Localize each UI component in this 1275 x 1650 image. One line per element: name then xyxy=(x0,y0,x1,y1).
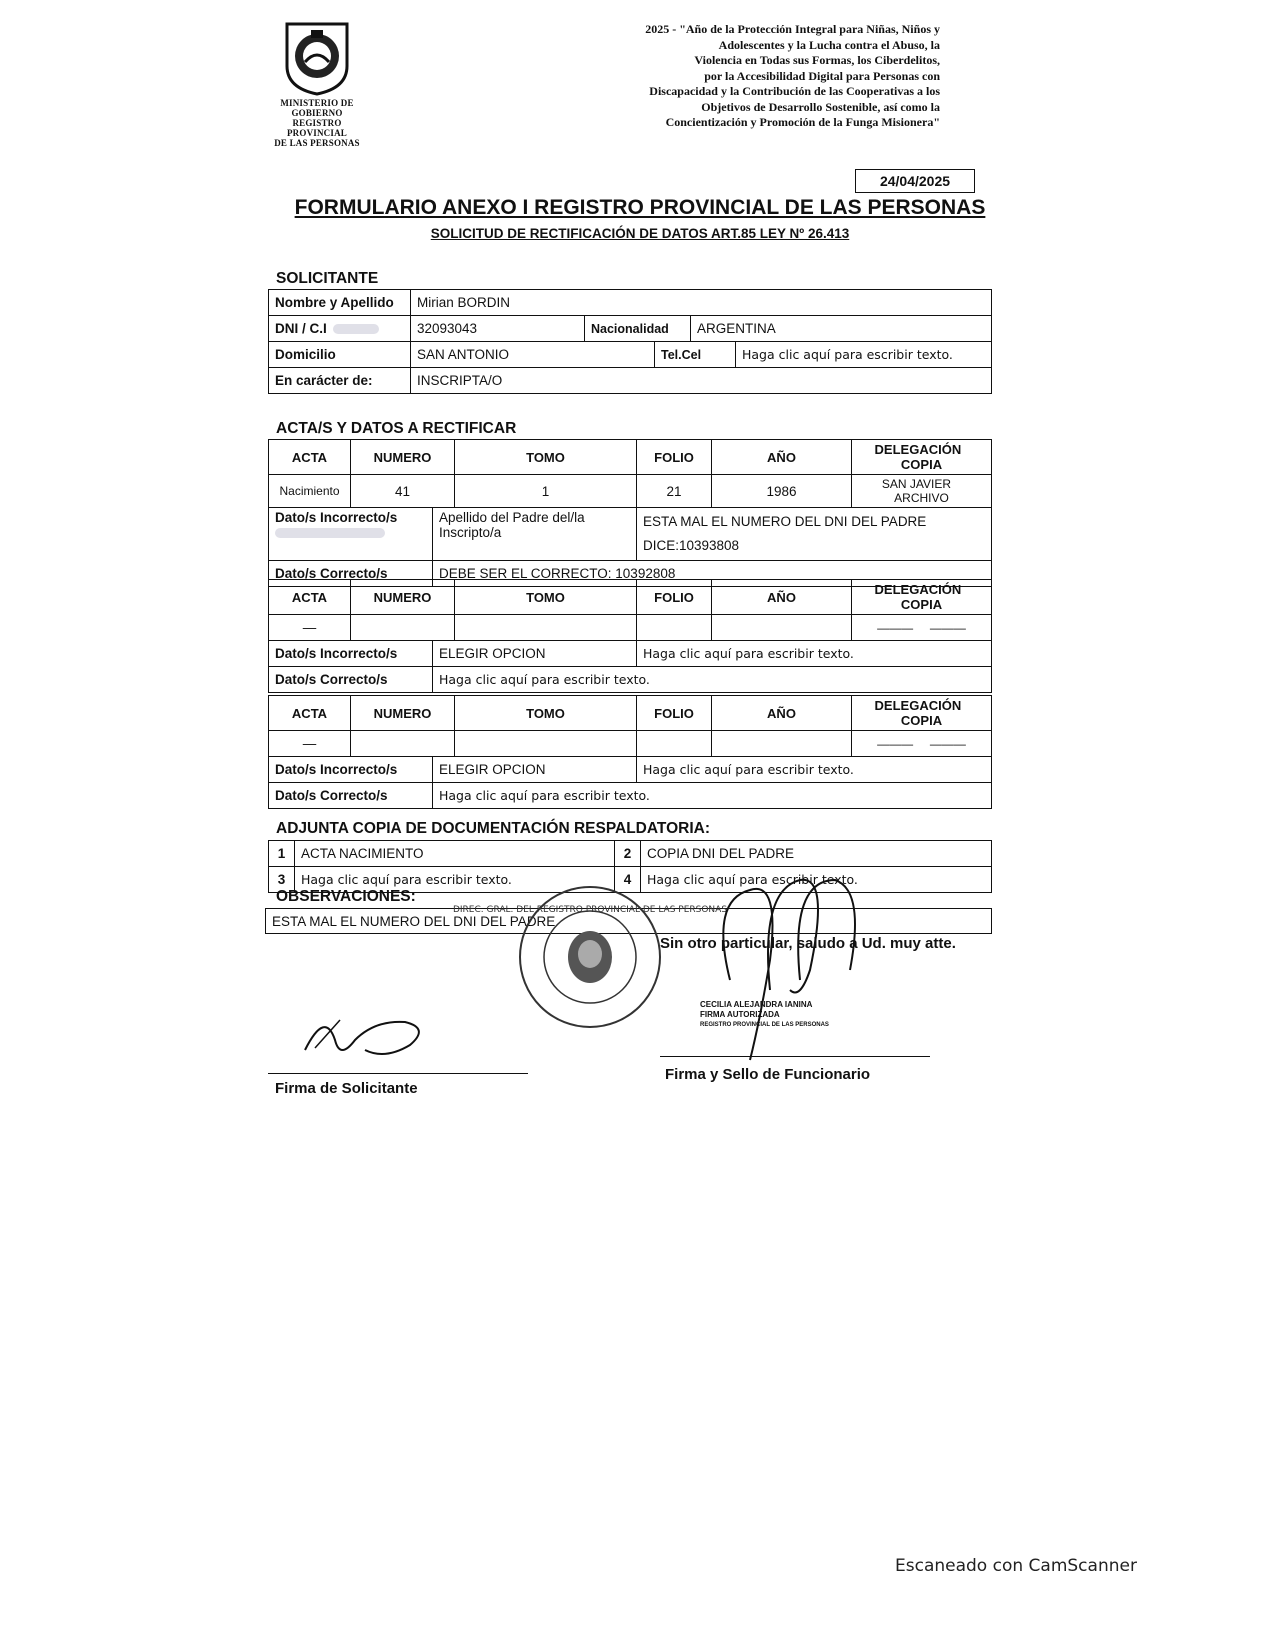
tel-label: Tel.Cel xyxy=(655,342,736,368)
incorrect-label: Dato/s Incorrecto/s xyxy=(269,641,433,667)
section-title-adjunta: ADJUNTA COPIA DE DOCUMENTACIÓN RESPALDATORIA: xyxy=(276,820,710,837)
header-tomo: TOMO xyxy=(455,696,637,731)
provincial-seal-icon xyxy=(281,18,353,96)
dni-field[interactable]: 32093043 xyxy=(411,316,585,342)
delegacion-copia-cell[interactable]: ——— ——— xyxy=(852,615,992,641)
folio-cell[interactable] xyxy=(637,615,712,641)
motto-line: Concientización y Promoción de la Funga Misionera" xyxy=(665,115,940,129)
funcionario-org: REGISTRO PROVINCIAL DE LAS PERSONAS xyxy=(700,1022,829,1028)
section-title-solicitante: SOLICITANTE xyxy=(276,270,379,287)
incorrect-field-select[interactable]: ELEGIR OPCION xyxy=(433,757,637,783)
caracter-label: En carácter de: xyxy=(269,368,411,394)
header-delegacion-copia: DELEGACIÓN COPIA xyxy=(852,696,992,731)
dni-label: DNI / C.I xyxy=(269,316,411,342)
motto-line: Discapacidad y la Contribución de las Cooperativas a los xyxy=(649,84,940,98)
nacionalidad-field[interactable]: ARGENTINA xyxy=(691,316,992,342)
numero-cell[interactable] xyxy=(351,731,455,757)
correct-field[interactable]: Haga clic aquí para escribir texto. xyxy=(433,783,992,809)
acta-block-1 xyxy=(268,439,992,587)
tomo-cell[interactable]: 1 xyxy=(455,475,637,508)
section-title-actas: ACTA/S Y DATOS A RECTIFICAR xyxy=(276,420,517,437)
funcionario-stamp xyxy=(700,1000,829,1030)
correct-field[interactable]: Haga clic aquí para escribir texto. xyxy=(433,667,992,693)
adjunta-num: 4 xyxy=(615,867,641,893)
correct-label: Dato/s Correcto/s xyxy=(269,561,433,587)
acta-block-2 xyxy=(268,579,992,693)
numero-cell[interactable]: 41 xyxy=(351,475,455,508)
header-acta: ACTA xyxy=(269,580,351,615)
solicitante-signature-line xyxy=(268,1073,528,1074)
nombre-label: Nombre y Apellido xyxy=(269,290,411,316)
logo-line: REGISTRO PROVINCIAL xyxy=(286,118,347,138)
adjunta-item[interactable]: COPIA DNI DEL PADRE xyxy=(641,841,992,867)
ministry-logo xyxy=(262,18,372,148)
domicilio-label: Domicilio xyxy=(269,342,411,368)
closing-text: Sin otro particular, saludo a Ud. muy atte. xyxy=(660,935,956,952)
domicilio-field[interactable]: SAN ANTONIO xyxy=(411,342,655,368)
header-numero: NUMERO xyxy=(351,440,455,475)
adjunta-num: 3 xyxy=(269,867,295,893)
header-acta: ACTA xyxy=(269,696,351,731)
header-tomo: TOMO xyxy=(455,440,637,475)
nombre-field[interactable]: Mirian BORDIN xyxy=(411,290,992,316)
correct-label: Dato/s Correcto/s xyxy=(269,667,433,693)
numero-cell[interactable] xyxy=(351,615,455,641)
funcionario-name: CECILIA ALEJANDRA IANINA xyxy=(700,1000,813,1009)
incorrect-detail-field[interactable]: Haga clic aquí para escribir texto. xyxy=(637,757,992,783)
solicitante-signature-icon xyxy=(295,1000,435,1070)
motto-line: Violencia en Todas sus Formas, los Ciberdelitos, xyxy=(694,53,940,67)
caracter-field[interactable]: INSCRIPTA/O xyxy=(411,368,992,394)
folio-cell[interactable]: 21 xyxy=(637,475,712,508)
delegacion-copia-cell[interactable]: ——— ——— xyxy=(852,731,992,757)
header-folio: FOLIO xyxy=(637,440,712,475)
header-delegacion-copia: DELEGACIÓN COPIA xyxy=(852,440,992,475)
section-title-observaciones: OBSERVACIONES: xyxy=(276,888,416,905)
header-ano: AÑO xyxy=(712,580,852,615)
correct-label: Dato/s Correcto/s xyxy=(269,783,433,809)
header-folio: FOLIO xyxy=(637,696,712,731)
funcionario-signature-label: Firma y Sello de Funcionario xyxy=(665,1066,871,1083)
header-ano: AÑO xyxy=(712,696,852,731)
incorrect-label: Dato/s Incorrecto/s xyxy=(269,757,433,783)
header-delegacion-copia: DELEGACIÓN COPIA xyxy=(852,580,992,615)
adjunta-item[interactable]: Haga clic aquí para escribir texto. xyxy=(295,867,615,893)
incorrect-detail-field[interactable]: Haga clic aquí para escribir texto. xyxy=(637,641,992,667)
incorrect-detail-field[interactable]: ESTA MAL EL NUMERO DEL DNI DEL PADRE DICE:10393808 xyxy=(637,508,992,561)
header-numero: NUMERO xyxy=(351,580,455,615)
logo-line: MINISTERIO DE GOBIERNO xyxy=(280,98,354,118)
funcionario-role: FIRMA AUTORIZADA xyxy=(700,1010,780,1019)
header-numero: NUMERO xyxy=(351,696,455,731)
year-motto xyxy=(540,22,940,131)
adjunta-item[interactable]: Haga clic aquí para escribir texto. xyxy=(641,867,992,893)
logo-line: DE LAS PERSONAS xyxy=(274,138,360,148)
ano-cell[interactable] xyxy=(712,731,852,757)
tomo-cell[interactable] xyxy=(455,731,637,757)
acta-cell[interactable]: — xyxy=(269,615,351,641)
funcionario-signature-icon xyxy=(690,870,890,1070)
adjunta-num: 2 xyxy=(615,841,641,867)
acta-block-3 xyxy=(268,695,992,809)
incorrect-field-select[interactable]: ELEGIR OPCION xyxy=(433,641,637,667)
tomo-cell[interactable] xyxy=(455,615,637,641)
motto-line: Objetivos de Desarrollo Sostenible, así como la xyxy=(701,99,940,114)
nacionalidad-label: Nacionalidad xyxy=(585,316,691,342)
funcionario-signature-line xyxy=(660,1056,930,1057)
incorrect-label: Dato/s Incorrecto/s xyxy=(269,508,433,561)
form-subtitle: SOLICITUD DE RECTIFICACIÓN DE DATOS ART.85 LEY Nº 26.413 xyxy=(430,226,850,241)
correct-field[interactable]: DEBE SER EL CORRECTO: 10392808 xyxy=(433,561,992,587)
solicitante-signature-label: Firma de Solicitante xyxy=(275,1080,418,1097)
adjunta-num: 1 xyxy=(269,841,295,867)
solicitante-table xyxy=(268,289,992,394)
camscanner-watermark: Escaneado con CamScanner xyxy=(895,1556,1137,1576)
header-tomo: TOMO xyxy=(455,580,637,615)
form-title: FORMULARIO ANEXO I REGISTRO PROVINCIAL DE LAS PERSONAS xyxy=(294,196,986,219)
acta-cell[interactable]: Nacimiento xyxy=(269,475,351,508)
date-field[interactable]: 24/04/2025 xyxy=(855,169,975,193)
motto-line: por la Accesibilidad Digital para Personas con xyxy=(704,68,940,83)
adjunta-item[interactable]: ACTA NACIMIENTO xyxy=(295,841,615,867)
observaciones-text: ESTA MAL EL NUMERO DEL DNI DEL PADRE xyxy=(272,914,556,929)
ano-cell[interactable] xyxy=(712,615,852,641)
stamp-text: DIREC. GRAL. DEL REGISTRO PROVINCIAL DE LAS PERSONAS xyxy=(452,905,728,915)
motto-line: 2025 - "Año de la Protección Integral para Niñas, Niños y xyxy=(645,22,940,36)
tel-field[interactable]: Haga clic aquí para escribir texto. xyxy=(736,342,992,368)
header-acta: ACTA xyxy=(269,440,351,475)
delegacion-copia-cell[interactable]: SAN JAVIER ARCHIVO xyxy=(852,475,992,508)
folio-cell[interactable] xyxy=(637,731,712,757)
header-ano: AÑO xyxy=(712,440,852,475)
ano-cell[interactable]: 1986 xyxy=(712,475,852,508)
incorrect-field-select[interactable]: Apellido del Padre del/la Inscripto/a xyxy=(433,508,637,561)
header-folio: FOLIO xyxy=(637,580,712,615)
official-stamp-icon xyxy=(452,882,728,1032)
acta-cell[interactable]: — xyxy=(269,731,351,757)
motto-line: Adolescentes y la Lucha contra el Abuso, la xyxy=(718,37,940,52)
